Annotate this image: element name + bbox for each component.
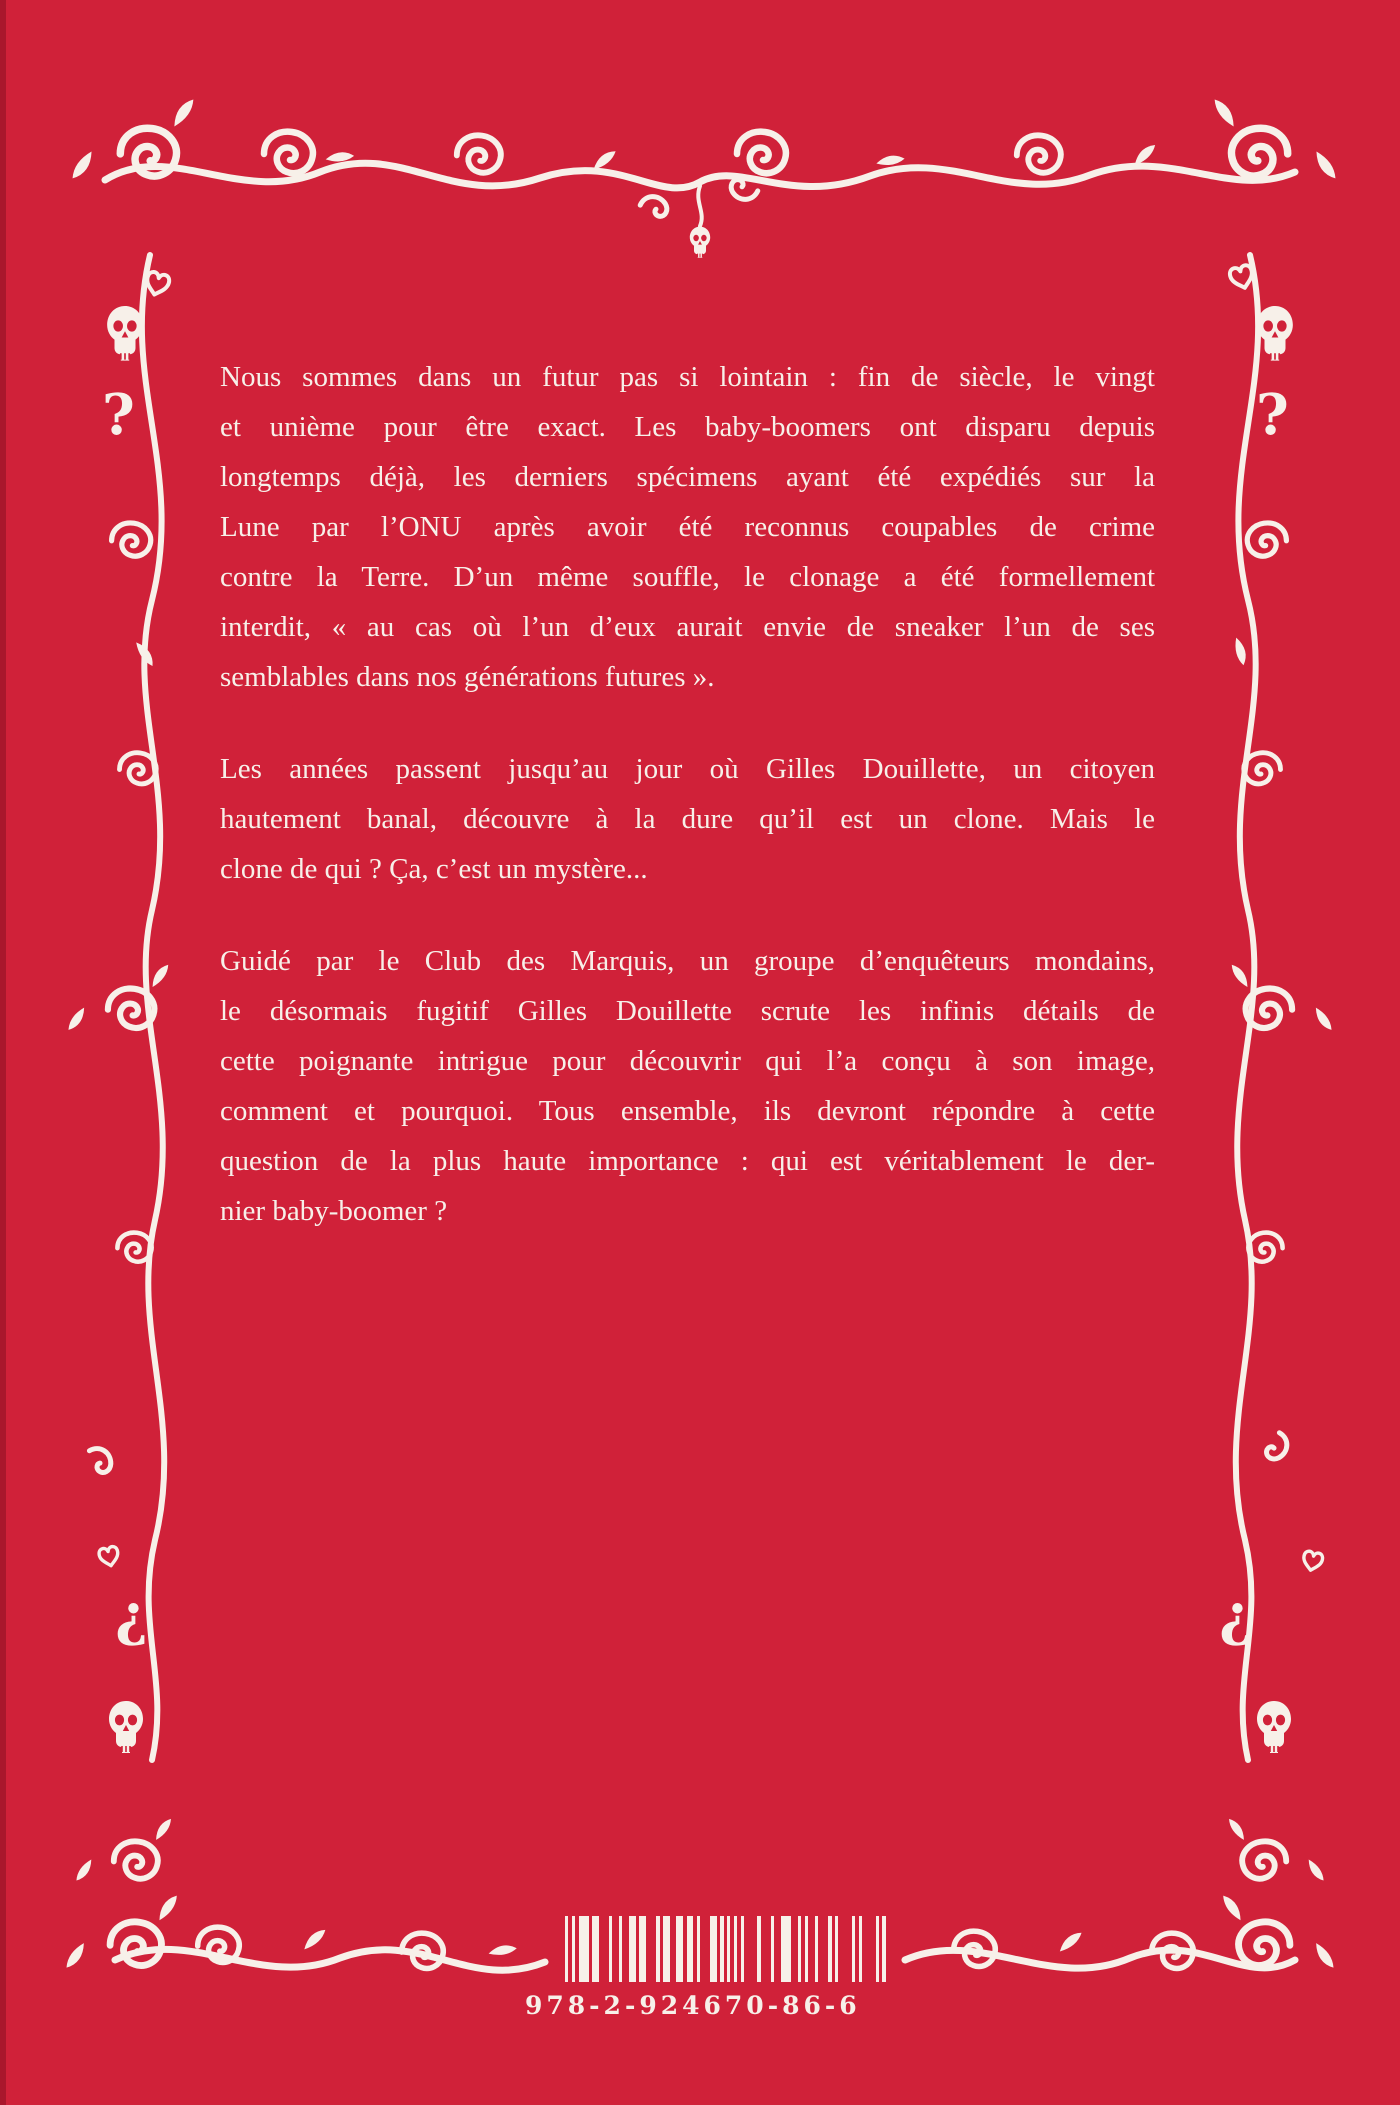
synopsis-text — [220, 352, 1155, 1278]
curl-ornament — [88, 1444, 116, 1475]
heart-icon — [98, 1546, 120, 1568]
synopsis-paragraph-1 — [220, 352, 1155, 702]
synopsis-line: et unième pour être exact. Les baby-boomers ont disparu depuis — [220, 411, 1155, 443]
skull-icon — [109, 1701, 143, 1753]
barcode — [565, 1916, 887, 1982]
synopsis-line: hautement banal, découvre à la dure qu’il est un clone. Mais le — [220, 803, 1155, 835]
spiral-ornament — [457, 135, 501, 172]
rose-ornament — [63, 964, 174, 1030]
curl-ornament — [639, 192, 670, 218]
skull-icon — [107, 306, 143, 361]
spiral-ornament — [117, 1233, 151, 1262]
rose-ornament — [1224, 1818, 1329, 1881]
rose-ornament — [1226, 964, 1337, 1030]
spiral-ornament — [1248, 1233, 1282, 1262]
synopsis-line: Lune par l’ONU après avoir été reconnus coupables de crime — [220, 511, 1155, 543]
synopsis-line: Guidé par le Club des Marquis, un groupe d’enquêteurs mondains, — [220, 945, 1155, 977]
question-mark-ornament — [1219, 1590, 1252, 1656]
rose-ornament — [1217, 1895, 1340, 1968]
heart-icon — [1301, 1550, 1323, 1572]
synopsis-line: longtemps déjà, les derniers spécimens ayant été expédiés sur la — [220, 461, 1155, 493]
rose-ornament — [71, 1818, 176, 1881]
pendant-string — [698, 186, 701, 226]
synopsis-line: cette poignante intrigue pour découvrir qui l’a conçu à son image, — [220, 1045, 1155, 1077]
synopsis-line: interdit, « au cas où l’un d’eux aurait envie de sneaker l’un de ses — [220, 611, 1155, 643]
leaf-ornament — [1130, 144, 1159, 165]
synopsis-line: semblables dans nos générations futures ». — [220, 661, 715, 693]
leaf-ornament — [300, 1929, 329, 1949]
isbn-number: 978-2-924670-86-6 — [525, 1991, 861, 2020]
spiral-ornament — [120, 753, 157, 784]
barcode-bar — [882, 1916, 885, 1982]
synopsis-line: clone de qui ? Ça, c’est un mystère... — [220, 853, 648, 885]
bottom-left-vine-ornament — [115, 1949, 545, 1970]
spiral-ornament — [1017, 135, 1061, 172]
spiral-ornament — [1244, 753, 1281, 784]
synopsis-line: nier baby-boomer ? — [220, 1195, 448, 1227]
rose-ornament — [1208, 99, 1343, 179]
synopsis-line: Les années passent jusqu’au jour où Gilles Douillette, un citoyen — [220, 753, 1155, 785]
skull-icon — [690, 227, 710, 258]
synopsis-line: contre la Terre. D’un même souffle, le clonage a été formellement — [220, 561, 1155, 593]
spiral-ornament — [737, 132, 786, 174]
leaf-ornament — [590, 150, 618, 169]
leaf-ornament — [489, 1941, 517, 1960]
curl-ornament — [1264, 1432, 1292, 1463]
question-mark-ornament — [1256, 382, 1289, 448]
heart-icon — [144, 271, 171, 298]
synopsis-paragraph-3 — [220, 936, 1155, 1236]
skull-icon — [1257, 306, 1293, 361]
leaf-ornament — [1056, 1932, 1085, 1951]
synopsis-line: question de la plus haute importance : qui est véritablement le der- — [220, 1145, 1155, 1177]
synopsis-paragraph-2 — [220, 744, 1155, 894]
synopsis-line: comment et pourquoi. Tous ensemble, ils devront répondre à cette — [220, 1095, 1155, 1127]
decorative-border: ? — [0, 0, 1400, 2105]
barcode-area — [525, 1916, 887, 2020]
spiral-ornament — [112, 523, 151, 556]
leaf-ornament — [1232, 638, 1249, 666]
spiral-ornament — [1247, 523, 1286, 556]
heart-icon — [1229, 264, 1256, 291]
spiral-ornament — [264, 132, 313, 174]
question-mark-ornament — [102, 382, 135, 448]
skull-icon — [1257, 1701, 1291, 1753]
synopsis-line: Nous sommes dans un futur pas si lointain : fin de siècle, le vingt — [220, 361, 1155, 393]
question-mark-ornament — [115, 1590, 148, 1656]
synopsis-line: le désormais fugitif Gilles Douillette scrute les infinis détails de — [220, 995, 1155, 1027]
